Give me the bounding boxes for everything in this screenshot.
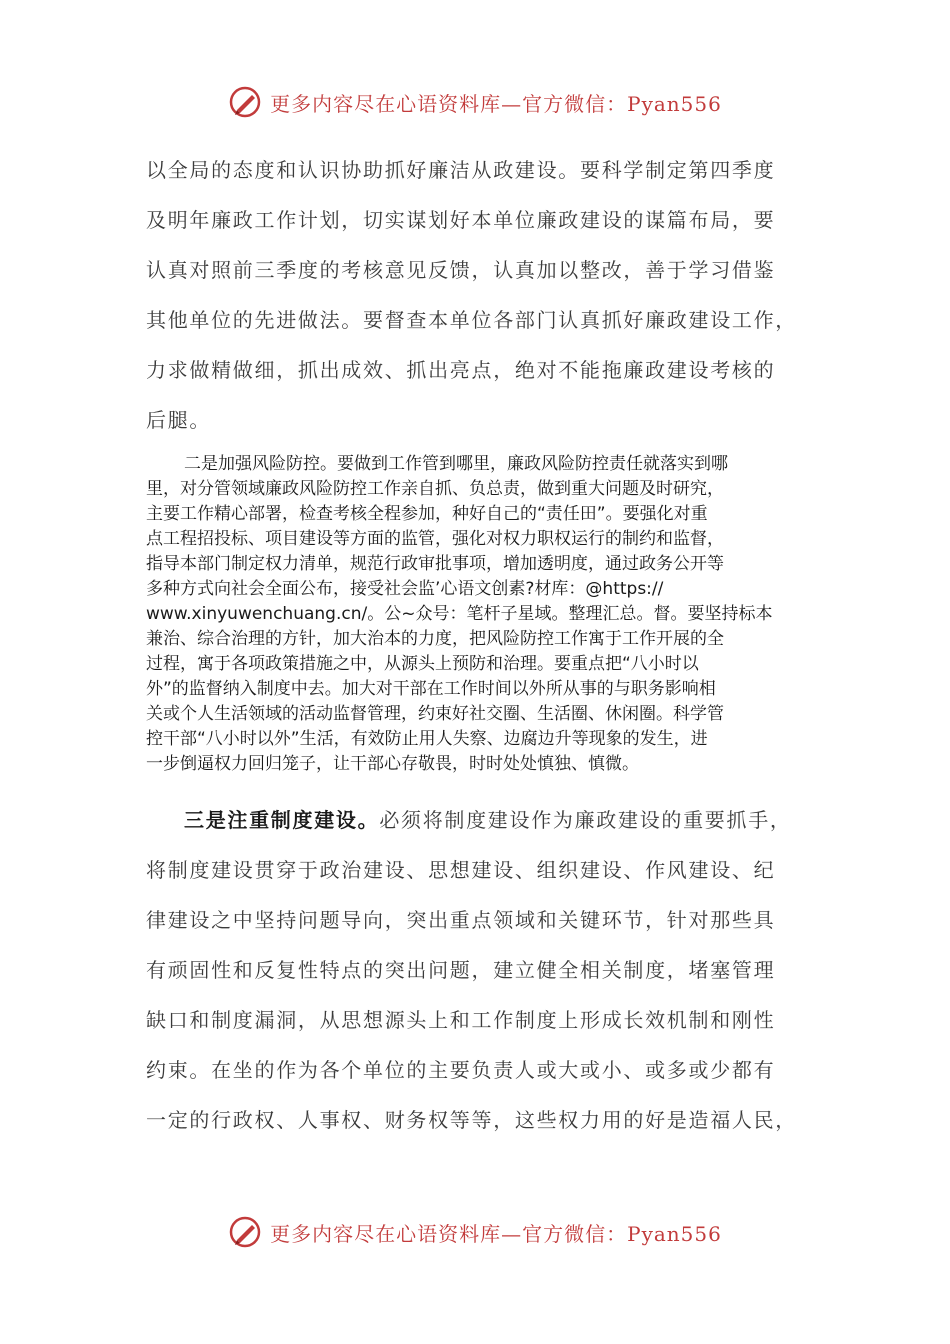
paragraph-line: 以全局的态度和认识协助抓好廉洁从政建设。要科学制定第四季度 — [146, 158, 776, 182]
pen-circle-logo-icon — [228, 1215, 262, 1249]
footer-banner-content — [228, 1215, 722, 1249]
paragraph-lead-heading: 三是注重制度建设。 — [184, 808, 380, 832]
paragraph-line: 多种方式向社会全面公布，接受社会监’心语文创素?材库：@https:// — [146, 579, 664, 599]
paragraph-system-building — [146, 795, 826, 1145]
pen-circle-logo-icon — [228, 85, 262, 119]
paragraph-first-line-rest: 必须将制度建设作为廉政建设的重要抓手， — [379, 808, 792, 832]
paragraph-line: 指导本部门制定权力清单，规范行政审批事项，增加透明度，通过政务公开等 — [146, 554, 724, 574]
paragraph-line: 缺口和制度漏洞，从思想源头上和工作制度上形成长效机制和刚性 — [146, 1008, 776, 1032]
header-banner-text: 更多内容尽在心语资料库—官方微信：Pyan556 — [270, 91, 722, 116]
paragraph-line: 主要工作精心部署，检查考核全程参加，种好自己的“责任田”。要强化对重 — [146, 504, 708, 524]
paragraph-line: 后腿。 — [146, 408, 212, 432]
paragraph-line: www.xinyuwenchuang.cn/。公~众号：笔杆子星域。整理汇总。督。要坚持标本 — [146, 604, 773, 624]
header-banner — [0, 80, 950, 124]
paragraph-line: 有顽固性和反复性特点的突出问题，建立健全相关制度，堵塞管理 — [146, 958, 776, 982]
paragraph-line: 将制度建设贯穿于政治建设、思想建设、组织建设、作风建设、纪 — [146, 858, 776, 882]
paragraph-line: 控干部“八小时以外”生活，有效防止用人失察、边腐边升等现象的发生，进 — [146, 729, 708, 749]
paragraph-line: 约束。在坐的作为各个单位的主要负责人或大或小、或多或少都有 — [146, 1058, 776, 1082]
header-banner-content — [228, 85, 722, 119]
paragraph-line: 力求做精做细，抓出成效、抓出亮点，绝对不能拖廉政建设考核的 — [146, 358, 776, 382]
paragraph-line: 其他单位的先进做法。要督查本单位各部门认真抓好廉政建设工作， — [146, 308, 797, 332]
paragraph-line: 一步倒逼权力回归笼子，让干部心存敬畏，时时处处慎独、慎微。 — [146, 754, 639, 774]
paragraph-first-line — [146, 795, 826, 845]
paragraph-line: 里，对分管领域廉政风险防控工作亲自抓、负总责，做到重大问题及时研究， — [146, 479, 724, 499]
paragraph-line: 一定的行政权、人事权、财务权等等，这些权力用的好是造福人民， — [146, 1108, 797, 1132]
paragraph-continued — [146, 145, 826, 445]
footer-banner-text: 更多内容尽在心语资料库—官方微信：Pyan556 — [270, 1221, 722, 1246]
paragraph-risk-control — [146, 452, 818, 777]
paragraph-line: 二是加强风险防控。要做到工作管到哪里，廉政风险防控责任就落实到哪 — [184, 454, 728, 474]
paragraph-line: 律建设之中坚持问题导向，突出重点领域和关键环节，针对那些具 — [146, 908, 776, 932]
paragraph-line: 点工程招投标、项目建设等方面的监管，强化对权力职权运行的制约和监督， — [146, 529, 724, 549]
paragraph-line: 外”的监督纳入制度中去。加大对干部在工作时间以外所从事的与职务影响相 — [146, 679, 716, 699]
footer-banner — [0, 1210, 950, 1254]
paragraph-line: 及明年廉政工作计划，切实谋划好本单位廉政建设的谋篇布局，要 — [146, 208, 776, 232]
paragraph-line: 关或个人生活领域的活动监督管理，约束好社交圈、生活圈、休闲圈。科学管 — [146, 704, 724, 724]
paragraph-line: 兼治、综合治理的方针，加大治本的力度，把风险防控工作寓于工作开展的全 — [146, 629, 724, 649]
paragraph-line: 过程，寓于各项政策措施之中，从源头上预防和治理。要重点把“八小时以 — [146, 654, 699, 674]
paragraph-line: 认真对照前三季度的考核意见反馈，认真加以整改，善于学习借鉴 — [146, 258, 776, 282]
